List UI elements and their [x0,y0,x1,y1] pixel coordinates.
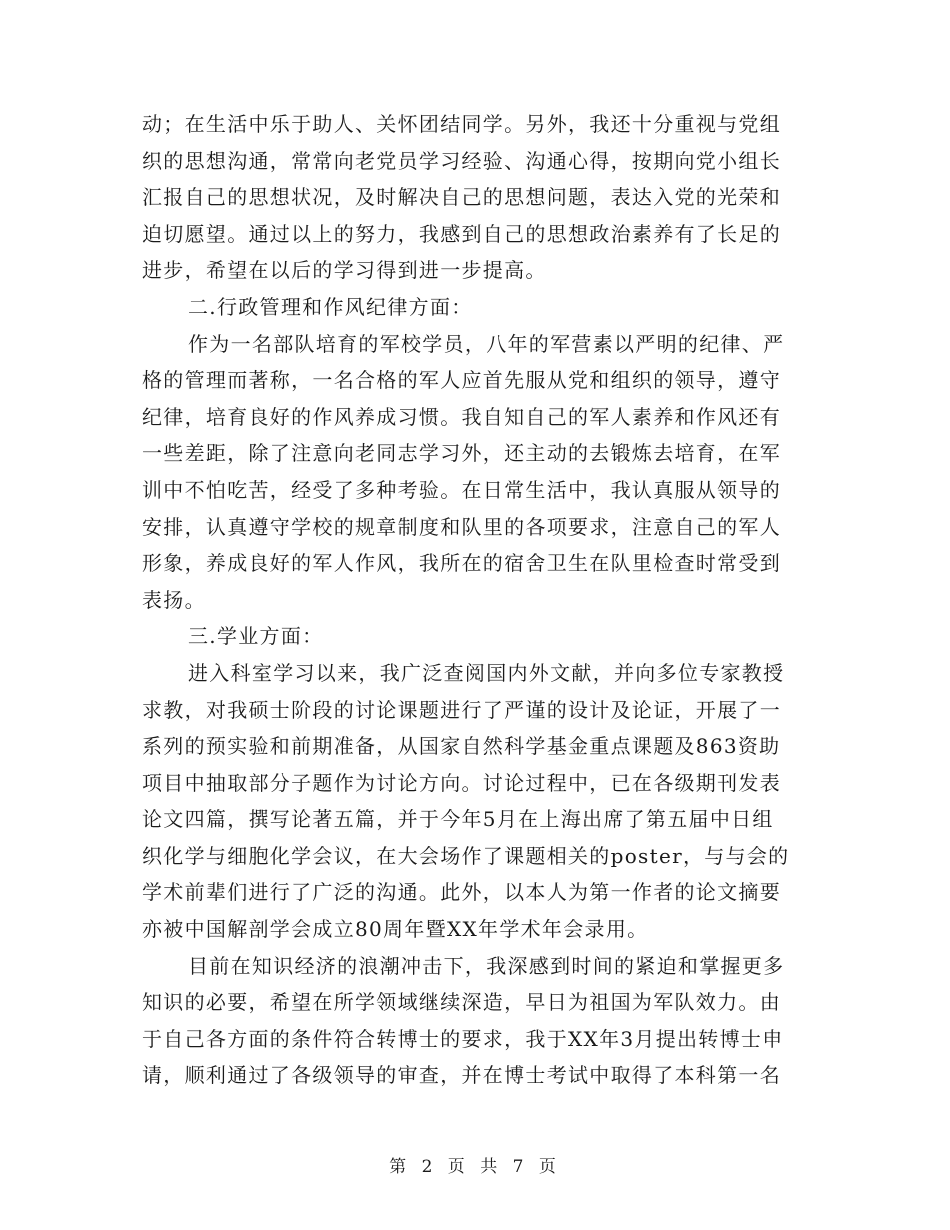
text-line: 进步，希望在以后的学习得到进一步提高。 [142,258,547,283]
page-number-footer: 第 2 页 共 7 页 [389,1157,561,1177]
text-line: 学术前辈们进行了广泛的沟通。此外，以本人为第一作者的论文摘要 [142,880,781,905]
section-heading-admin: 二.行政管理和作风纪律方面： [188,294,473,319]
text-line: 请，顺利通过了各级领导的审查，并在博士考试中取得了本科第一名 [142,1063,781,1088]
text-line: 作为一名部队培育的军校学员，八年的军营素以严明的纪律、严 [188,331,785,356]
section-heading-academics: 三.学业方面： [188,624,324,649]
text-line: 进入科室学习以来，我广泛查阅国内外文献，并向多位专家教授 [188,660,785,685]
text-line: 形象，养成良好的军人作风，我所在的宿舍卫生在队里检查时常受到 [142,551,781,576]
text-line: 安排，认真遵守学校的规章制度和队里的各项要求，注意自己的军人 [142,514,781,539]
text-line: 格的管理而著称，一名合格的军人应首先服从党和组织的领导，遵守 [142,368,781,393]
text-line: 动；在生活中乐于助人、关怀团结同学。另外，我还十分重视与党组 [142,112,781,136]
text-line: 求教，对我硕士阶段的讨论课题进行了严谨的设计及论证，开展了一 [142,697,781,722]
text-line: 纪律，培育良好的作风养成习惯。我自知自己的军人素养和作风还有 [142,404,781,429]
text-line: 目前在知识经济的浪潮冲击下，我深感到时间的紧迫和掌握更多 [188,953,785,978]
text-line: 汇报自己的思想状况，及时解决自己的思想问题，表达入党的光荣和 [142,185,781,210]
text-line: 训中不怕吃苦，经受了多种考验。在日常生活中，我认真服从领导的 [142,477,781,502]
text-line: 论文四篇，撰写论著五篇，并于今年5月在上海出席了第五届中日组 [142,807,774,832]
text-line: 迫切愿望。通过以上的努力，我感到自己的思想政治素养有了长足的 [142,221,781,246]
text-line: 知识的必要，希望在所学领域继续深造，早日为祖国为军队效力。由 [142,990,781,1015]
text-line: 织化学与细胞化学会议，在大会场作了课题相关的poster，与与会的 [142,843,790,868]
text-line: 表扬。 [142,587,206,612]
text-line: 亦被中国解剖学会成立80周年暨XX年学术年会录用。 [142,917,649,942]
body-text [142,106,802,1094]
text-line: 一些差距，除了注意向老同志学习外，还主动的去锻炼去培育，在军 [142,441,781,466]
text-line: 织的思想沟通，常常向老党员学习经验、沟通心得，按期向党小组长 [142,148,781,173]
text-line: 于自己各方面的条件符合转博士的要求，我于XX年3月提出转博士申 [142,1026,784,1051]
text-line: 系列的预实验和前期准备，从国家自然科学基金重点课题及863资助 [142,734,781,759]
text-line: 项目中抽取部分子题作为讨论方向。讨论过程中，已在各级期刊发表 [142,770,781,795]
